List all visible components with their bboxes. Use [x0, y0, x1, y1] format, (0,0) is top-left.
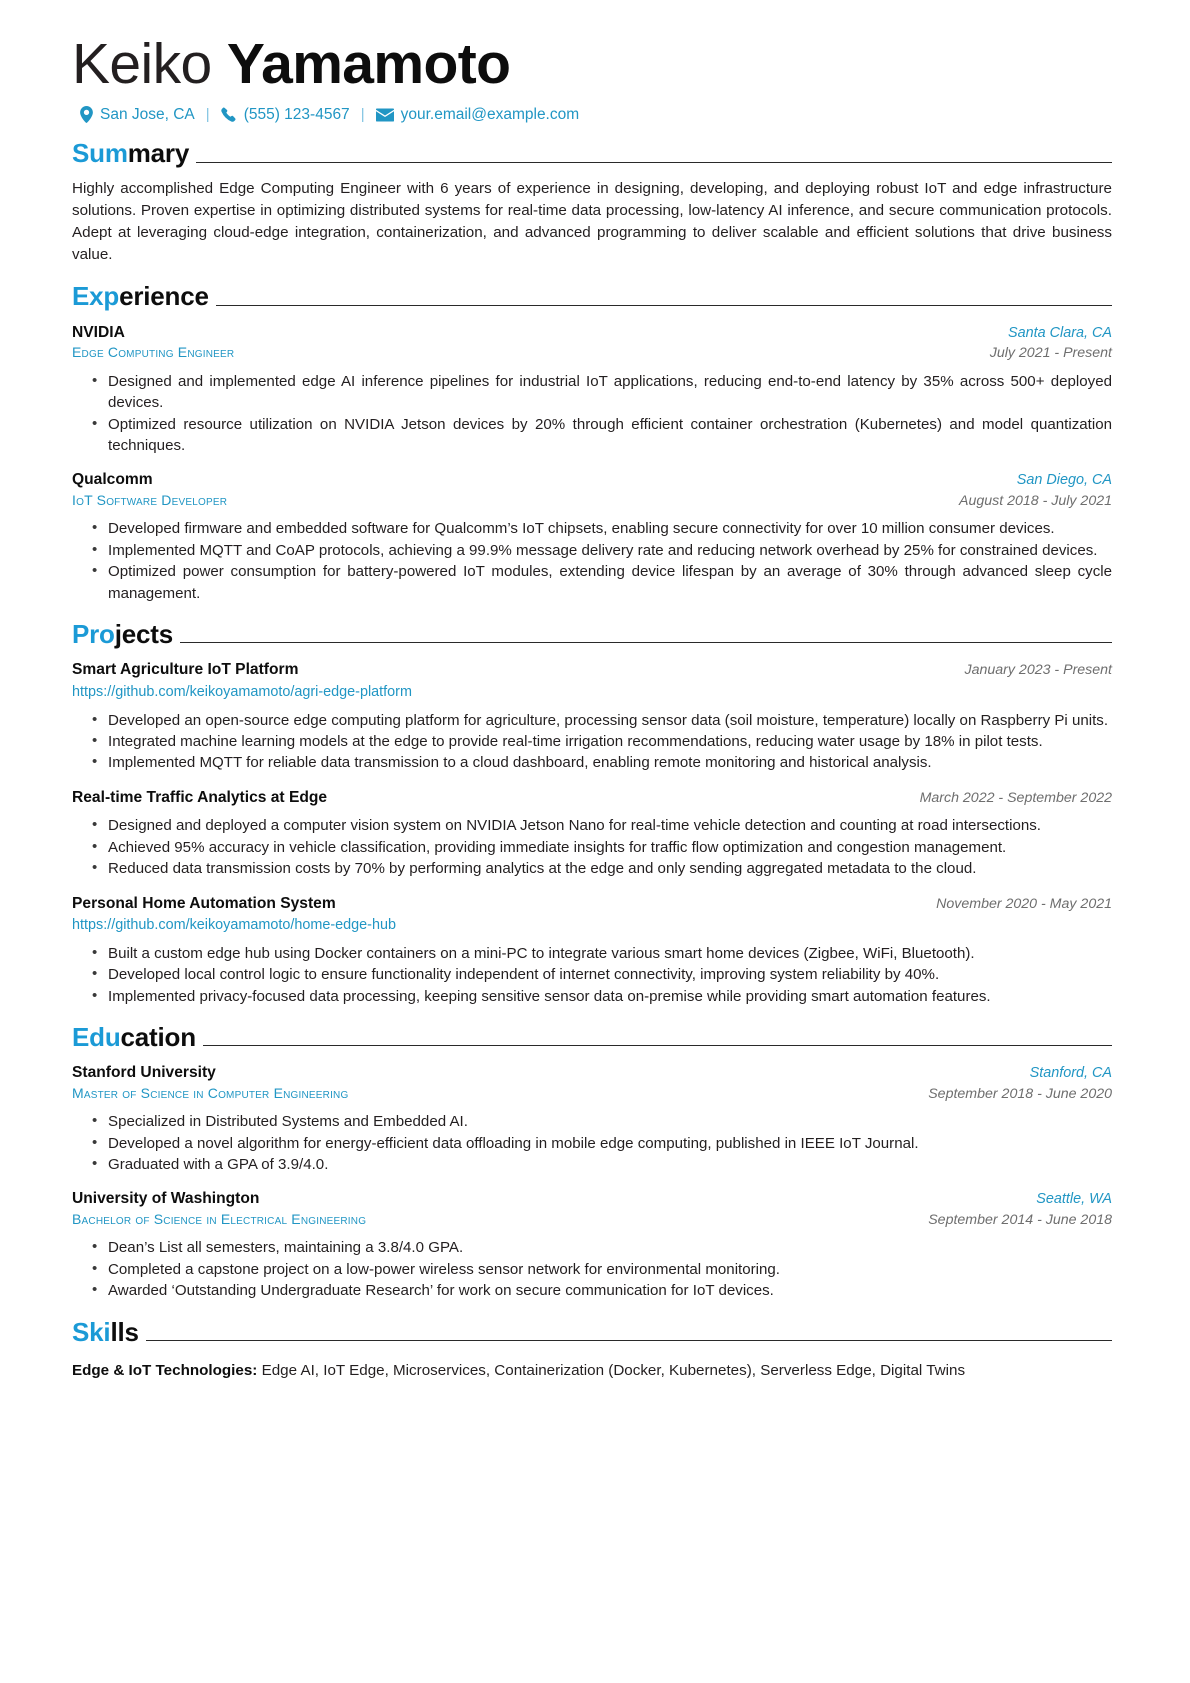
experience-bullets: [72, 518, 1112, 604]
list-item: • Graduated with a GPA of 3.9/4.0.: [106, 1154, 1112, 1175]
contact-separator-2: |: [360, 106, 365, 124]
contact-phone[interactable]: [221, 107, 350, 123]
skills-section-rule: [146, 1340, 1112, 1341]
list-item: • Implemented MQTT and CoAP protocols, achieving a 99.9% message delivery rate and reducing network overhead by 25% for constrained devices.: [106, 540, 1112, 561]
company-location: Santa Clara, CA: [1008, 324, 1112, 341]
projects-title-rest: jects: [114, 619, 174, 649]
experience-section-header: [72, 283, 1112, 310]
summary-title-rest: mary: [127, 138, 190, 169]
education-entry-sub: [72, 1209, 1112, 1229]
list-item: • Developed firmware and embedded software for Qualcomm’s IoT chipsets, enabling secure connectivity for over 10 million consumer devices.: [106, 518, 1112, 539]
contact-bar: [80, 106, 1112, 123]
company-location: San Diego, CA: [1016, 472, 1112, 489]
project-bullets: [72, 710, 1112, 774]
projects-title-prefix: Pro: [72, 619, 115, 649]
degree-title: Bachelor of Science in Electrical Engineering: [72, 1210, 367, 1227]
project-entry: [72, 894, 1112, 1007]
experience-section-title: [72, 283, 216, 310]
project-entry: [72, 660, 1112, 773]
project-bullets: [72, 943, 1112, 1007]
list-item: • Implemented MQTT for reliable data transmission to a cloud dashboard, enabling remote monitoring and historical analysis.: [106, 752, 1112, 773]
list-item: • Designed and deployed a computer vision system on NVIDIA Jetson Nano for real-time vehicle detection and counting at road intersections.: [106, 815, 1112, 836]
project-entry-top: [72, 788, 1112, 807]
education-entry-top: [72, 1063, 1112, 1082]
list-item: • Developed an open-source edge computing platform for agriculture, processing sensor data (soil moisture, temperature) locally on Raspberry Pi units.: [106, 710, 1112, 731]
education-bullets: [72, 1237, 1112, 1301]
project-bullets: [72, 815, 1112, 879]
list-item: • Developed a novel algorithm for energy-efficient data offloading in mobile edge computing, published in IEEE IoT Journal.: [106, 1133, 1112, 1154]
education-bullets: [72, 1111, 1112, 1175]
school-name: University of Washington: [72, 1190, 260, 1208]
contact-location: [80, 106, 195, 123]
project-dates: March 2022 - September 2022: [919, 789, 1112, 806]
experience-entry-top: [72, 470, 1112, 489]
summary-text: Highly accomplished Edge Computing Engineer with 6 years of experience in designing, developing, and deploying robust IoT and edge infrastructure solutions. Proven expertise in optimizing distributed systems for real-time data processing, low-latency AI inference, and secure communication protocols. Adept at leveraging cloud-edge integration, containerization, and advanced programming to deliver scalable and efficient solutions that drive business value.: [72, 179, 1112, 264]
experience-entry-top: [72, 323, 1112, 342]
list-item: • Designed and implemented edge AI inference pipelines for industrial IoT applications, reducing end-to-end latency by 35% across 500+ deployed devices.: [106, 371, 1112, 414]
last-name: Yamamoto: [226, 32, 511, 96]
experience-title-rest: erience: [119, 281, 209, 312]
project-dates: November 2020 - May 2021: [936, 895, 1112, 912]
list-item: • Completed a capstone project on a low-power wireless sensor network for environmental monitoring.: [106, 1259, 1112, 1280]
school-name: Stanford University: [72, 1064, 216, 1082]
project-dates: January 2023 - Present: [964, 662, 1112, 679]
list-item: • Built a custom edge hub using Docker containers on a mini-PC to integrate various smart home devices (Zigbee, WiFi, Bluetooth).: [106, 943, 1112, 964]
education-title-prefix: Edu: [72, 1021, 121, 1052]
skill-category: Edge & IoT Technologies:: [72, 1361, 258, 1379]
summary-title-prefix: Sum: [72, 138, 128, 169]
education-entry-sub: [72, 1083, 1112, 1103]
summary-section-header: [72, 140, 1112, 167]
section-skills: [72, 1316, 1112, 1382]
list-item: • Reduced data transmission costs by 70% by performing analytics at the edge and only sending aggregated metadata to the cloud.: [106, 858, 1112, 879]
projects-section-title: [72, 621, 180, 648]
education-section-title: [72, 1021, 203, 1052]
project-entry-top: [72, 660, 1112, 679]
company-name: NVIDIA: [72, 323, 125, 341]
phone-text: (555) 123-4567: [243, 106, 350, 124]
project-url[interactable]: https://github.com/keikoyamamoto/agri-edge-platform: [72, 683, 412, 700]
skills-title-prefix: Ski: [72, 1316, 111, 1347]
list-item: • Integrated machine learning models at the edge to provide real-time irrigation recommendations, reducing water usage by 18% in pilot tests.: [106, 731, 1112, 752]
education-entry: [72, 1189, 1112, 1301]
list-item: • Optimized resource utilization on NVIDIA Jetson devices by 20% through efficient container orchestration (Kubernetes) and model quantization techniques.: [106, 414, 1112, 457]
education-section-header: [72, 1021, 1112, 1052]
job-dates: July 2021 - Present: [989, 345, 1112, 362]
first-name: Keiko: [72, 32, 212, 96]
skill-line: [72, 1360, 1112, 1382]
list-item: • Achieved 95% accuracy in vehicle classification, providing immediate insights for traffic flow optimization and congestion management.: [106, 837, 1112, 858]
list-item: • Specialized in Distributed Systems and Embedded AI.: [106, 1111, 1112, 1132]
section-projects: [72, 621, 1112, 1007]
skills-title-rest: lls: [110, 1316, 139, 1347]
contact-separator-1: |: [205, 106, 210, 124]
section-summary: [72, 140, 1112, 266]
project-name: Personal Home Automation System: [72, 894, 336, 912]
company-name: Qualcomm: [72, 471, 153, 489]
education-title-rest: cation: [120, 1021, 196, 1052]
list-item: • Developed local control logic to ensure functionality independent of internet connectivity, improving system reliability by 40%.: [106, 964, 1112, 985]
job-title: Edge Computing Engineer: [72, 344, 235, 361]
skill-items: Edge AI, IoT Edge, Microservices, Containerization (Docker, Kubernetes), Serverless Edge, Digital Twins: [261, 1361, 966, 1379]
education-section-rule: [203, 1045, 1112, 1046]
contact-email[interactable]: [376, 107, 580, 123]
list-item: • Optimized power consumption for battery-powered IoT modules, extending device lifespan by an average of 30% through advanced sleep cycle management.: [106, 561, 1112, 604]
project-url[interactable]: https://github.com/keikoyamamoto/home-edge-hub: [72, 917, 396, 933]
list-item: • Implemented privacy-focused data processing, keeping sensitive sensor data on-premise while providing smart automation features.: [106, 986, 1112, 1007]
projects-section-header: [72, 621, 1112, 648]
skills-section-title: [72, 1316, 146, 1347]
projects-section-rule: [180, 642, 1112, 643]
project-entry-top: [72, 894, 1112, 913]
experience-entry-sub: [72, 342, 1112, 362]
education-dates: September 2014 - June 2018: [928, 1211, 1112, 1228]
experience-section-rule: [216, 305, 1112, 306]
experience-entry-sub: [72, 490, 1112, 510]
list-item: • Dean’s List all semesters, maintaining a 3.8/4.0 GPA.: [106, 1237, 1112, 1258]
email-text: your.email@example.com: [400, 106, 580, 124]
location-text: San Jose, CA: [100, 106, 195, 124]
section-education: [72, 1021, 1112, 1302]
experience-title-prefix: Exp: [72, 281, 120, 312]
project-name: Smart Agriculture IoT Platform: [72, 661, 299, 679]
summary-section-rule: [196, 162, 1112, 163]
project-name: Real-time Traffic Analytics at Edge: [72, 788, 328, 806]
resume-header: [72, 34, 1112, 123]
phone-icon: [221, 107, 237, 123]
summary-section-title: [72, 140, 196, 167]
education-dates: September 2018 - June 2020: [928, 1085, 1112, 1102]
envelope-icon: [376, 108, 394, 122]
map-pin-icon: [80, 106, 93, 123]
candidate-name: [72, 34, 1112, 94]
education-entry-top: [72, 1189, 1112, 1208]
degree-title: Master of Science in Computer Engineering: [72, 1084, 349, 1101]
list-item: • Awarded ‘Outstanding Undergraduate Research’ for work on secure communication for IoT devices.: [106, 1280, 1112, 1301]
section-experience: [72, 283, 1112, 604]
job-dates: August 2018 - July 2021: [958, 492, 1112, 509]
skills-section-header: [72, 1316, 1112, 1347]
education-entry: [72, 1063, 1112, 1175]
project-entry: [72, 788, 1112, 880]
job-title: IoT Software Developer: [72, 491, 228, 508]
experience-entry: [72, 470, 1112, 604]
experience-bullets: [72, 371, 1112, 457]
school-location: Stanford, CA: [1029, 1065, 1112, 1082]
experience-entry: [72, 323, 1112, 457]
school-location: Seattle, WA: [1036, 1191, 1112, 1208]
